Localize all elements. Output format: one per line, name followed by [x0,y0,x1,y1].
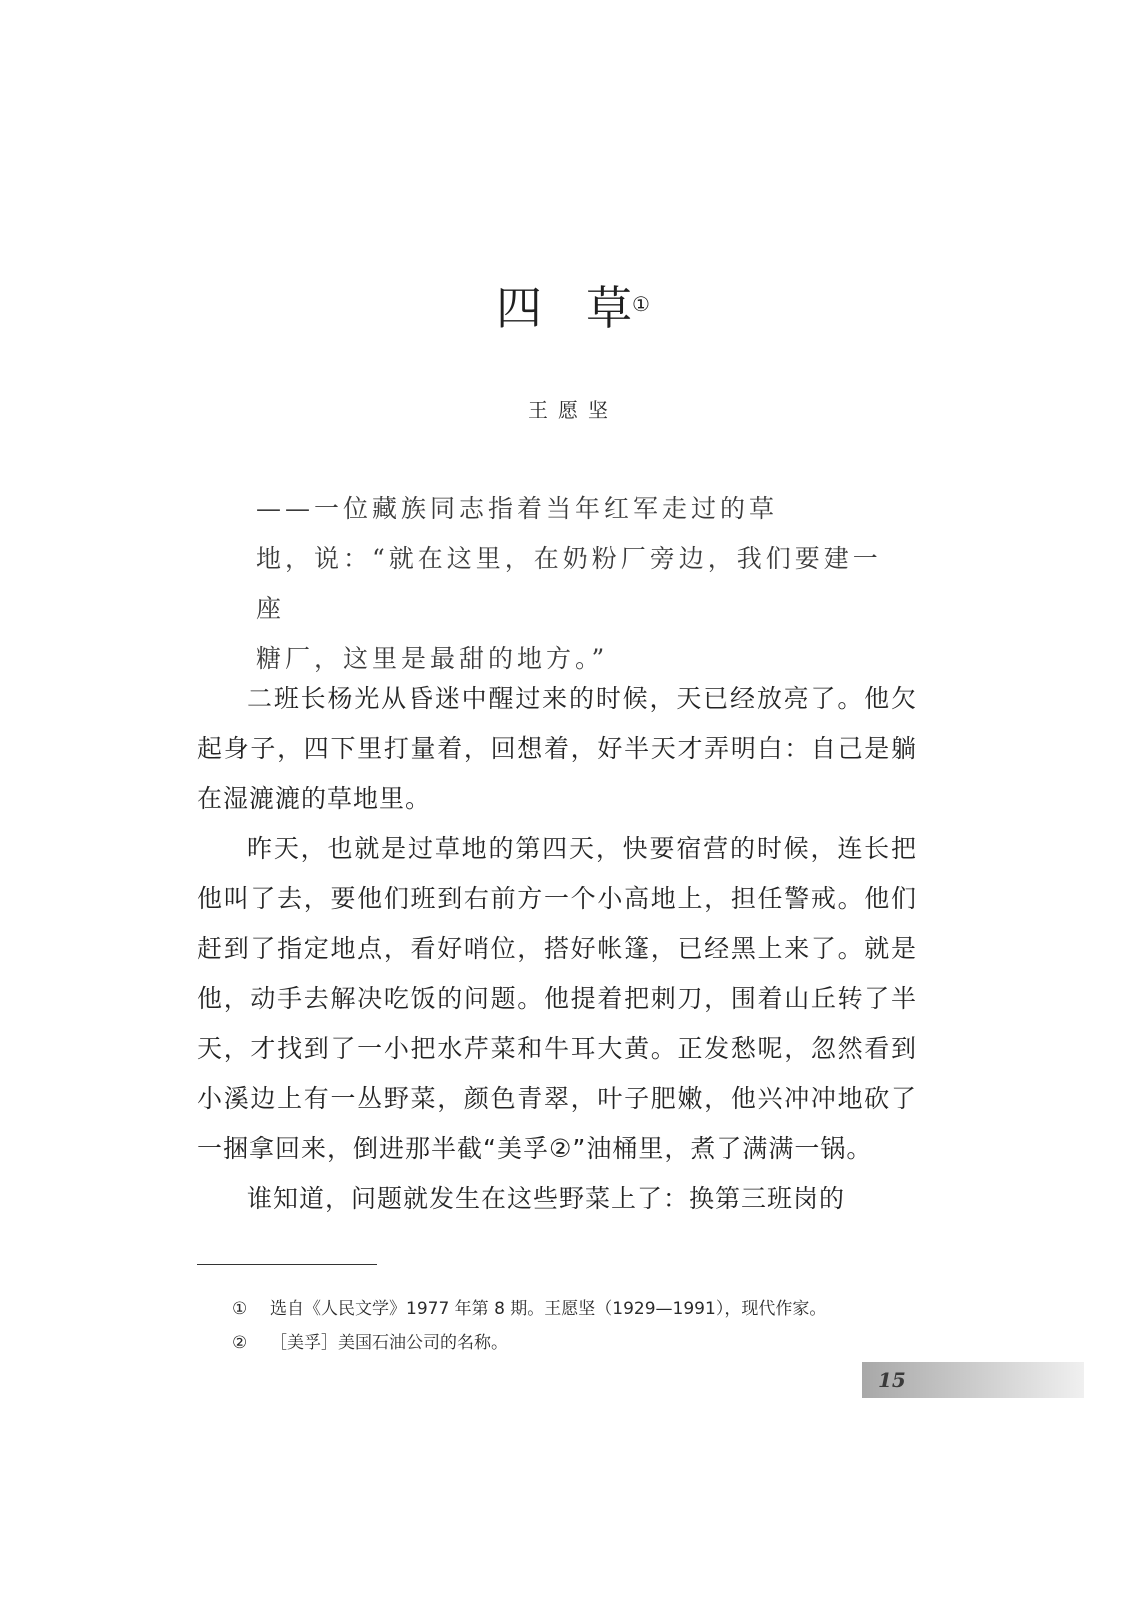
title-char-2: 草 [586,281,633,335]
footnote-mark: ② [232,1333,248,1353]
epigraph [256,484,896,684]
paragraph: 昨天，也就是过草地的第四天，快要宿营的时候，连长把他叫了去，要他们班到右前方一个小高地上，担任警戒。他们赶到了指定地点，看好哨位，搭好帐篷，已经黑上来了。就是他，动手去解决吃饭的问题。他提着把刺刀，围着山丘转了半天，才找到了一小把水芹菜和牛耳大黄。正发愁呢，忽然看到小溪边上有一丛野菜，颜色青翠，叶子肥嫩，他兴冲冲地砍了一捆拿回来，倒进那半截“美孚②”油桶里，煮了满满一锅。 [197,834,917,1163]
page-number: 15 [878,1368,906,1392]
footnote-text: 选自《人民文学》1977 年第 8 期。王愿坚（1929—1991），现代作家。 [270,1299,827,1319]
footnotes [232,1292,952,1360]
footnote-item [232,1326,952,1360]
body-text [197,674,917,1224]
footnote-mark: ① [232,1299,248,1319]
paragraph: 谁知道，问题就发生在这些野菜上了：换第三班岗的 [247,1184,846,1213]
title-footnote-mark: ① [632,292,650,316]
page-number-band [862,1362,1084,1398]
author-name: 王愿坚 [528,398,618,422]
epigraph-line: 糖厂，这里是最甜的地方。” [256,644,609,673]
footnote-item [232,1292,952,1326]
epigraph-line: 地，说：“就在这里，在奶粉厂旁边，我们要建一座 [256,544,882,623]
title-char-1: 四 [496,281,543,335]
footnote-text: ［美孚］美国石油公司的名称。 [270,1333,508,1353]
paragraph: 二班长杨光从昏迷中醒过来的时候，天已经放亮了。他欠起身子，四下里打量着，回想着，好半天才弄明白：自己是躺在湿漉漉的草地里。 [197,684,917,813]
footnote-divider [197,1264,377,1265]
page-title [0,278,1146,338]
epigraph-line: ——一位藏族同志指着当年红军走过的草 [256,494,779,523]
